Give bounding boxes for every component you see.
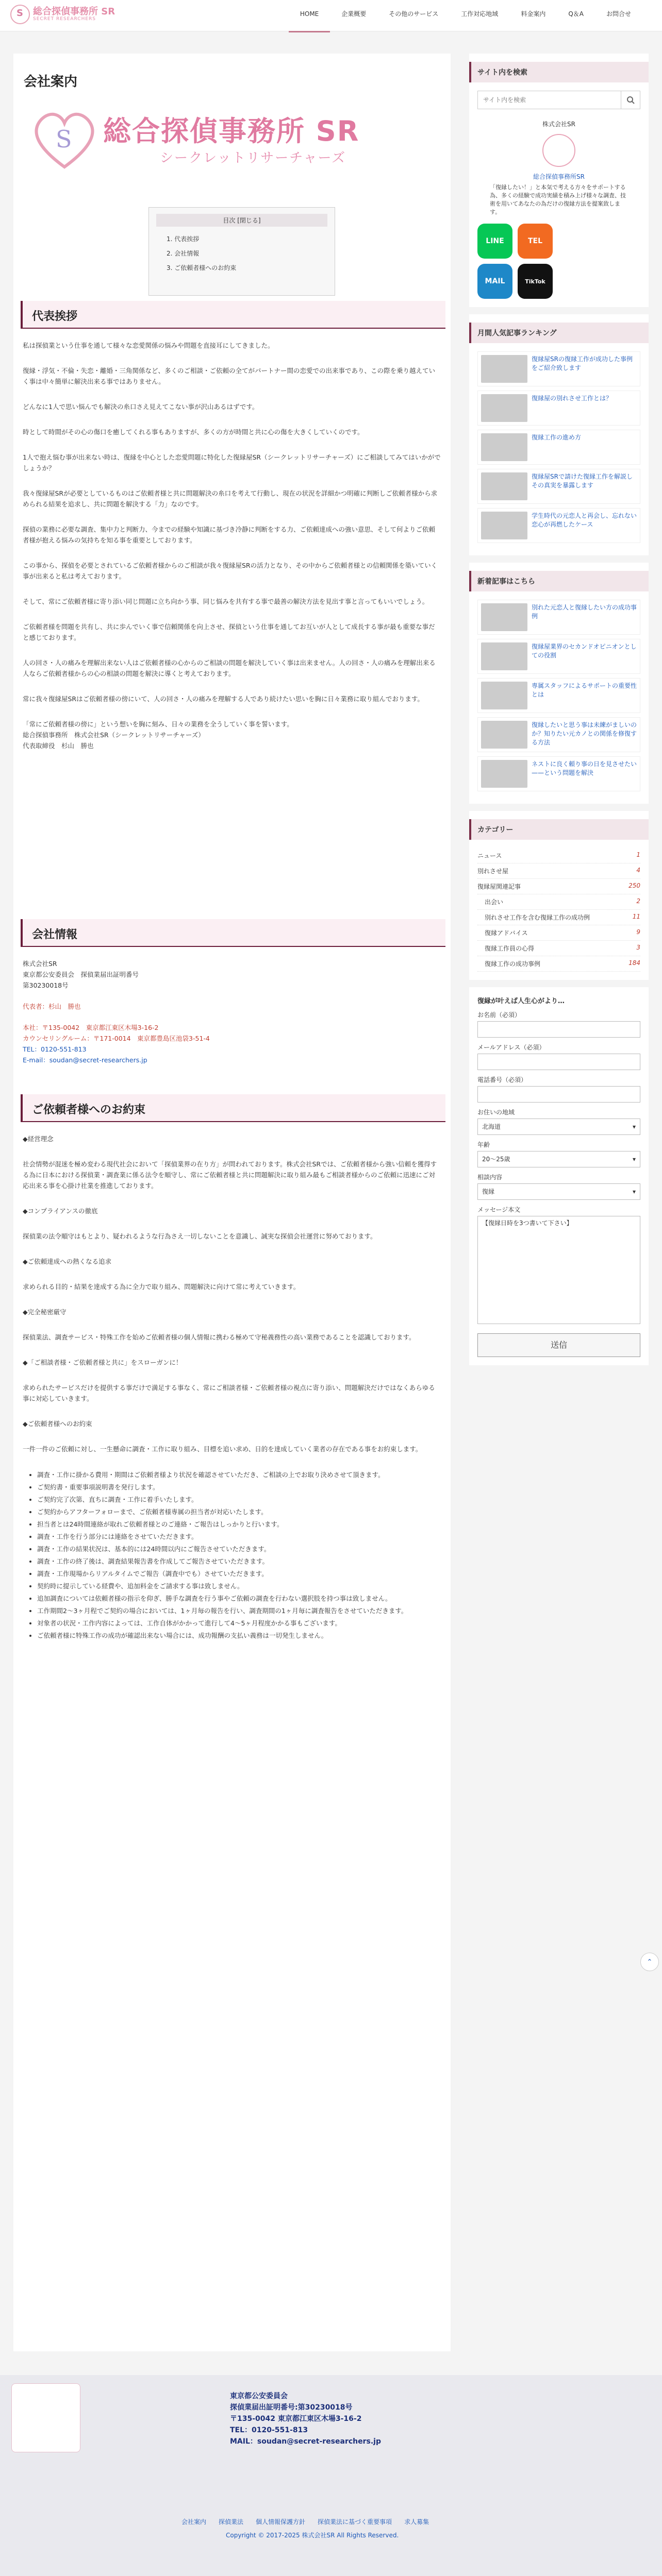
subheading: ◆ご依頼達成への熱くなる追求	[23, 1258, 112, 1265]
head-office: 本社：〒135-0042 東京都江東区木場3-16-2	[23, 1024, 159, 1031]
section-heading	[21, 1094, 445, 1121]
thumbnail	[481, 433, 527, 461]
new-posts-widget	[469, 563, 649, 804]
category-label: 復縁アドバイス	[485, 929, 528, 937]
new-post-item[interactable]	[477, 717, 640, 752]
paragraph: 探偵業法、調査サービス・特殊工作を始めご依頼者様の個人情報に携わる極めて守秘義務性の高い業務であることを認識しております。	[23, 1333, 416, 1341]
list-item: • 契約時に提示している経費や、追加料金をご請求する事は致しません。	[37, 1580, 441, 1592]
thumbnail	[481, 394, 527, 422]
thumbnail	[481, 760, 527, 788]
category-count: 184	[628, 959, 640, 967]
name-label: お名前（必須）	[477, 1011, 521, 1019]
greeting-body	[23, 340, 441, 766]
subheading: ◆コンプライアンスの徹底	[23, 1207, 98, 1215]
main-content	[13, 54, 451, 2351]
signature: 「常にご依頼者様の傍に」という想いを胸に刻み、日々の業務を全うしていく事を誓います。 総合探偵事務所 株式会社SR（シークレットリサーチャーズ） 代表取締役 杉山 勝也	[23, 720, 293, 750]
search-icon	[626, 96, 635, 104]
search-input[interactable]	[478, 91, 621, 109]
category-item[interactable]	[477, 879, 640, 894]
category-count: 4	[636, 867, 640, 874]
paragraph: ご依頼者様を問題を共有し、共に歩んでいく事で信頼関係を向上させ、探偵という仕事を通してお互いが人として成長する事が最も重要な事だと感じております。	[23, 623, 435, 641]
list-item: • 追加調査については依頼者様の指示を仰ぎ、勝手な調査を行う事やご依頼の調査を行わない選択肢を持つ事は致しません。	[37, 1592, 441, 1605]
ranking-item[interactable]	[477, 391, 640, 426]
footer-line: TEL：0120-551-813	[230, 2426, 308, 2434]
category-item[interactable]	[477, 956, 640, 972]
category-count: 2	[636, 897, 640, 905]
category-item[interactable]	[477, 894, 640, 910]
post-link: ネストに良く頼り事の日を見させたい——という問題を解決	[532, 760, 637, 776]
promise-title: ご依頼者様へのお約束	[32, 1104, 146, 1116]
category-count: 3	[636, 944, 640, 951]
copyright: Copyright © 2017-2025 株式会社SR All Rights Reserved.	[226, 2532, 399, 2539]
list-item: • ご契約からアフターフォローまで、ご依頼者様専属の担当者が対応いたします。	[37, 1506, 441, 1518]
chevron-up-icon: ⌃	[647, 1958, 653, 1966]
section-heading	[21, 301, 445, 328]
page-top-button[interactable]	[640, 1953, 659, 1971]
footer-link[interactable]: 個人情報保護方針	[256, 2518, 306, 2526]
profile-name: 株式会社SR	[542, 121, 575, 128]
footer-link[interactable]: 探偵業法に基づく重要事項	[318, 2518, 392, 2526]
category-count: 11	[632, 913, 640, 920]
logo-emblem-icon	[10, 5, 30, 24]
profile-text: 「復縁したい！」と本気で考える方々をサポートする為、多くの経験で成功実績を積み上げ様々な調査、技術を用いてあなたの為だけの復縁方法を提案致します。	[490, 184, 626, 215]
tiktok-icon[interactable]: TikTok	[518, 264, 553, 299]
list-item: • 調査・工作現場からリアルタイムでご報告（調査中でも）させていただきます。	[37, 1568, 441, 1580]
footer-nav	[181, 2517, 429, 2526]
list-item: • ご契約書・重要事項説明書を発行します。	[37, 1481, 441, 1494]
toc-item[interactable]: 2. 会社情報	[167, 250, 200, 257]
promise-body	[23, 1133, 441, 1642]
footer-logo	[11, 2383, 80, 2452]
post-link: 別れた元恋人と復縁したい方の成功事例	[532, 604, 637, 620]
license-number: 第30230018号	[23, 981, 69, 989]
send-button[interactable]: 送信	[477, 1333, 640, 1357]
paragraph: 常に我々復縁屋SRはご依頼者様の傍にいて、人の回さ・人の痛みを理解する人であり続けたい思いを胸に日々業務に取り組んでおります。	[23, 695, 424, 703]
ranking-link: 復縁屋の別れさせ工作とは？	[532, 395, 613, 402]
category-label: ニュース	[477, 852, 502, 859]
phone-link[interactable]: TEL：0120-551-813	[23, 1045, 87, 1053]
search-widget	[469, 54, 649, 307]
email-field[interactable]	[477, 1054, 640, 1070]
toc-item[interactable]: 1. 代表挨拶	[167, 235, 200, 243]
ranking-item[interactable]	[477, 469, 640, 504]
nav-contact[interactable]: お問合せ	[606, 10, 631, 18]
hero-subtitle: シークレットリサーチャーズ	[160, 150, 346, 166]
category-item[interactable]	[477, 863, 640, 879]
email-link[interactable]: E-mail：soudan@secret-researchers.jp	[23, 1056, 147, 1064]
category-label: 復縁屋関連記事	[477, 883, 521, 890]
category-item[interactable]	[477, 848, 640, 863]
list-item: • 対象者の状況・工作内容によっては、工作自体がかかって進行して4〜5ヶ月程度かかる事もございます。	[37, 1617, 441, 1630]
category-item[interactable]	[477, 910, 640, 925]
hero-title: 総合探偵事務所 SR	[103, 115, 360, 147]
paragraph: そして、常にご依頼者様に寄り添い同じ問題に立ち向かう事、同じ悩みを共有する事で最善の解決方法を見出す事と言ってもいいでしょう。	[23, 598, 429, 605]
post-link: 復縁したいと思う事は未練がましいのか？知りたい元カノとの関係を修復する方法	[532, 721, 637, 746]
nav-pricing[interactable]: 料金案内	[521, 10, 546, 18]
thumbnail	[481, 721, 527, 749]
nav-faq[interactable]: Q＆A	[568, 10, 584, 18]
ranking-item[interactable]	[477, 351, 640, 386]
ranking-title: 月間人気記事ランキング	[469, 323, 649, 343]
new-post-item[interactable]	[477, 678, 640, 713]
subheading: ◆経営理念	[23, 1135, 54, 1143]
tel-field[interactable]	[477, 1086, 640, 1103]
ranking-item[interactable]	[477, 430, 640, 465]
sidebar	[469, 54, 649, 1372]
promise-list	[23, 1469, 441, 1642]
category-item[interactable]	[477, 925, 640, 941]
email-label: メールアドレス（必須）	[477, 1044, 545, 1051]
paragraph: 社会情勢が混迷を極め変わる現代社会において「探偵業界の在り方」が問われております。株式会社SRでは、ご依頼者様から強い信頼を獲得する為に日本における探偵業・調査業に係る法令を順守し、常にご依頼者様と共に問題解決に取り組み最もご相談者様からのご依頼に迅速にご対応出来る事を心掛け社業を推進しております。	[23, 1160, 437, 1190]
name-field[interactable]	[477, 1021, 640, 1038]
footer	[0, 2375, 662, 2576]
list-item: • 調査・工作に掛かる費用・期間はご依頼者様より状況を確認させていただき、ご相談の上でお取り決めさせて頂きます。	[37, 1469, 441, 1481]
footer-line: 〒135-0042 東京都江東区木場3-16-2	[230, 2415, 362, 2423]
category-label: 出会い	[485, 899, 504, 906]
profile-box	[477, 120, 640, 218]
paragraph: 一件一件のご依頼に対し、一生懸命に調査・工作に取り組み、目標を追い求め、日的を達成していく業者の存在である事をお約束します。	[23, 1445, 422, 1453]
global-nav	[289, 0, 642, 31]
paragraph: 復縁・浮気・不倫・失恋・離婚・三角関係など、多くのご相談・ご依頼の全てがパートナー間の恋愛での出来事であり、この際を乗り越えていく事は中々簡単に解決出来る事ではありません。	[23, 367, 436, 385]
list-item: • ご契約完了次第、直ちに調査・工作に着手いたします。	[37, 1494, 441, 1506]
subheading: ◆完全秘密厳守	[23, 1308, 67, 1316]
table-of-contents	[148, 207, 335, 296]
representative: 代表者：杉山 勝也	[23, 1003, 81, 1010]
footer-link[interactable]: 会社案内	[181, 2518, 207, 2526]
license-label: 東京都公安委員会 探偵業届出証明番号	[23, 971, 139, 978]
paragraph: 私は探偵業という仕事を通して様々な恋愛関係の悩みや問題を直接耳にしてきました。	[23, 342, 274, 349]
ranking-link: 復縁屋SRの復縁工作が成功した事例をご紹介致します	[532, 355, 633, 371]
age-label: 年齢	[477, 1141, 490, 1148]
thumbnail	[481, 355, 527, 383]
paragraph: 時として時間がその心の傷口を癒してくれる事もありますが、多くの方が時間と共に心の傷を大きくしていくのです。	[23, 428, 364, 436]
thumbnail	[481, 682, 527, 709]
list-item: • 担当者とは24時間連絡が取れご依頼者様とのご連絡・ご報告はしっかりと行います。	[37, 1518, 441, 1531]
ranking-item[interactable]	[477, 508, 640, 543]
category-count: 1	[636, 851, 640, 858]
subheading: ◆「ご相談者様・ご依頼者様と共に」をスローガンに！	[23, 1359, 183, 1366]
paragraph: 探偵業の法令順守はもとより、疑われるような行為さえ一切しないことを意識し、誠実な探偵会社運営に努めております。	[23, 1232, 377, 1240]
thumbnail	[481, 603, 527, 631]
search-title: サイト内を検索	[469, 62, 649, 82]
paragraph: どんなに1人で思い悩んでも解決の糸口さえ見えてこない事が沢山あるはずです。	[23, 403, 259, 411]
footer-line: MAIL：soudan@secret-researchers.jp	[230, 2437, 381, 2446]
paragraph: 探偵の業務に必要な調査、集中力と判断力、今までの経験や知識に基づき冷静に判断をする力、ご依頼達成への強い意思、そして何よりご依頼者様が抱える悩みの気持ちを知る事を重要としております。	[23, 526, 436, 544]
profile-link[interactable]: 総合探偵事務所SR	[533, 173, 585, 180]
nav-company[interactable]: 企業概要	[341, 10, 367, 18]
footer-line: 東京都公安委員会	[230, 2392, 288, 2400]
category-label: 別れさせ屋	[477, 868, 509, 875]
header	[0, 0, 662, 31]
new-post-item[interactable]	[477, 600, 640, 635]
post-link: 専属スタッフによるサポートの重要性とは	[532, 682, 637, 698]
company-title: 会社情報	[32, 928, 78, 941]
logo-subtitle: SECRET RESEARCHERS	[33, 16, 96, 22]
category-count: 250	[628, 882, 640, 889]
type-select[interactable]: 復縁 ▾	[477, 1183, 640, 1200]
page-title: 会社案内	[24, 74, 78, 90]
footer-info	[230, 2391, 381, 2447]
thumbnail	[481, 512, 527, 539]
category-title: カテゴリー	[469, 819, 649, 840]
category-label: 別れさせ工作を含む復縁工作の成功例	[485, 914, 590, 921]
list-item: • ご依頼者様に特殊工作の成功が確認出来ない場合には、成功報酬の支払い義務は一切発生しません。	[37, 1630, 441, 1642]
logo-title: 総合探偵事務所 SR	[33, 6, 115, 17]
company-name: 株式会社SR	[23, 960, 57, 968]
toc-title[interactable]: 目次 [閉じる]	[156, 214, 327, 227]
ranking-link: 学生時代の元恋人と再会し、忘れない恋心が再燃したケース	[532, 512, 637, 528]
region-label: お住いの地域	[477, 1109, 515, 1116]
region-select[interactable]: 北海道 ▾	[477, 1118, 640, 1135]
toc-item[interactable]: 3. ご依頼者様へのお約束	[167, 264, 237, 272]
sns-buttons	[477, 224, 591, 299]
phone-icon[interactable]: TEL	[518, 224, 553, 259]
form-title: 復縁が叶えば人生心がより…	[477, 997, 565, 1005]
new-post-item[interactable]	[477, 639, 640, 674]
heart-emblem-icon	[26, 100, 103, 177]
nav-home[interactable]: HOME	[289, 0, 330, 32]
paragraph: 我々復縁屋SRが必要としているものはご依頼者様と共に問題解決の糸口を考えて行動し、現在の状況を詳細かつ明確に判断しご依頼者様から求められる結果を追求し、共に問題を解決する「力」なのです。	[23, 489, 438, 508]
ranking-widget	[469, 314, 649, 555]
subheading: ◆ご依頼者様へのお約束	[23, 1420, 92, 1428]
list-item: • 調査・工作を行う部分には連絡をさせていただきます。	[37, 1531, 441, 1543]
hero-logo	[26, 100, 428, 177]
search-button[interactable]	[621, 91, 640, 109]
paragraph: この事から、探偵を必要とされているご依頼者様からのご相談が我々復縁屋SRの活力となり、その中からご依頼者様との信頼関係を築いていく事が出来ると私は考えております。	[23, 562, 438, 580]
paragraph: 人の回さ・人の痛みを理解出来ない人はご依頼者様の心からのご相談の問題を解決していく事は出来ません。人の回さ・人の痛みを理解出来る人ならご依頼者様からの心の相談の問題を解決に導くと考えております。	[23, 659, 436, 677]
thumbnail	[481, 642, 527, 670]
ranking-link: 復縁工作の進め方	[532, 434, 582, 441]
contact-form	[469, 987, 649, 1365]
footer-link[interactable]: 探偵業法	[219, 2518, 244, 2526]
category-label: 復縁工作員の心得	[485, 945, 535, 952]
post-link: 復縁屋業界のセカンドオピニオンとしての役割	[532, 643, 637, 659]
category-label: 復縁工作の成功事例	[485, 960, 541, 968]
mail-icon[interactable]: MAIL	[477, 264, 512, 299]
new-posts-title: 新着記事はこちら	[469, 571, 649, 591]
tel-label: 電話番号（必須）	[477, 1076, 527, 1083]
footer-link[interactable]: 求人募集	[404, 2518, 429, 2526]
paragraph: 求められる目的・結果を達成する為に全力で取り組み、問題解決に向けて常に考えていきます。	[23, 1283, 300, 1291]
message-textarea[interactable]: 【復縁日時を3つ書いて下さい】	[477, 1216, 640, 1324]
line-icon[interactable]: LINE	[477, 224, 512, 259]
ranking-link: 復縁屋SRで請けた復縁工作を解説しその真実を暴露します	[532, 473, 633, 489]
list-item: • 工作期間2〜3ヶ月程でご契約の場合においては、1ヶ月毎の報告を行い、調査期間の1ヶ月毎に調査報告をさせていただきます。	[37, 1605, 441, 1617]
avatar	[542, 134, 575, 167]
age-select[interactable]: 20〜25歳 ▾	[477, 1151, 640, 1167]
category-count: 9	[636, 928, 640, 936]
category-widget	[469, 811, 649, 980]
greeting-title: 代表挨拶	[32, 310, 78, 323]
svg-text:S: S	[56, 125, 72, 153]
thumbnail	[481, 472, 527, 500]
company-info	[23, 958, 441, 1065]
footer-line: 探偵業届出証明番号:第30230018号	[230, 2403, 353, 2412]
nav-areas[interactable]: 工作対応地域	[461, 10, 499, 18]
nav-services[interactable]: その他のサービス	[389, 10, 439, 18]
paragraph: 求められたサービスだけを提供する事だけで満足する事なく、常にご相談者様・ご依頼者様の視点に寄り添い、問題解決だけではなくあらゆる事に対応していきます。	[23, 1384, 435, 1402]
message-label: メッセージ本文	[477, 1206, 521, 1213]
category-item[interactable]	[477, 941, 640, 956]
counseling-room: カウンセリングルーム：〒171-0014 東京都豊島区池袋3-51-4	[23, 1035, 210, 1042]
type-label: 相談内容	[477, 1174, 503, 1181]
new-post-item[interactable]	[477, 756, 640, 791]
site-logo[interactable]	[10, 4, 115, 25]
list-item: • 調査・工作の結果状況は、基本的には24時間以内にご報告させていただきます。	[37, 1543, 441, 1555]
paragraph: 1人で抱え悩む事が出来ない時は、復縁を中心とした恋愛問題に特化した復縁屋SR（シークレットリサーチャーズ）にご相談してみてはいかがでしょうか？	[23, 453, 441, 472]
section-heading	[21, 919, 445, 946]
list-item: • 調査・工作の終了後は、調査結果報告書を作成してご報告させていただきます。	[37, 1555, 441, 1568]
